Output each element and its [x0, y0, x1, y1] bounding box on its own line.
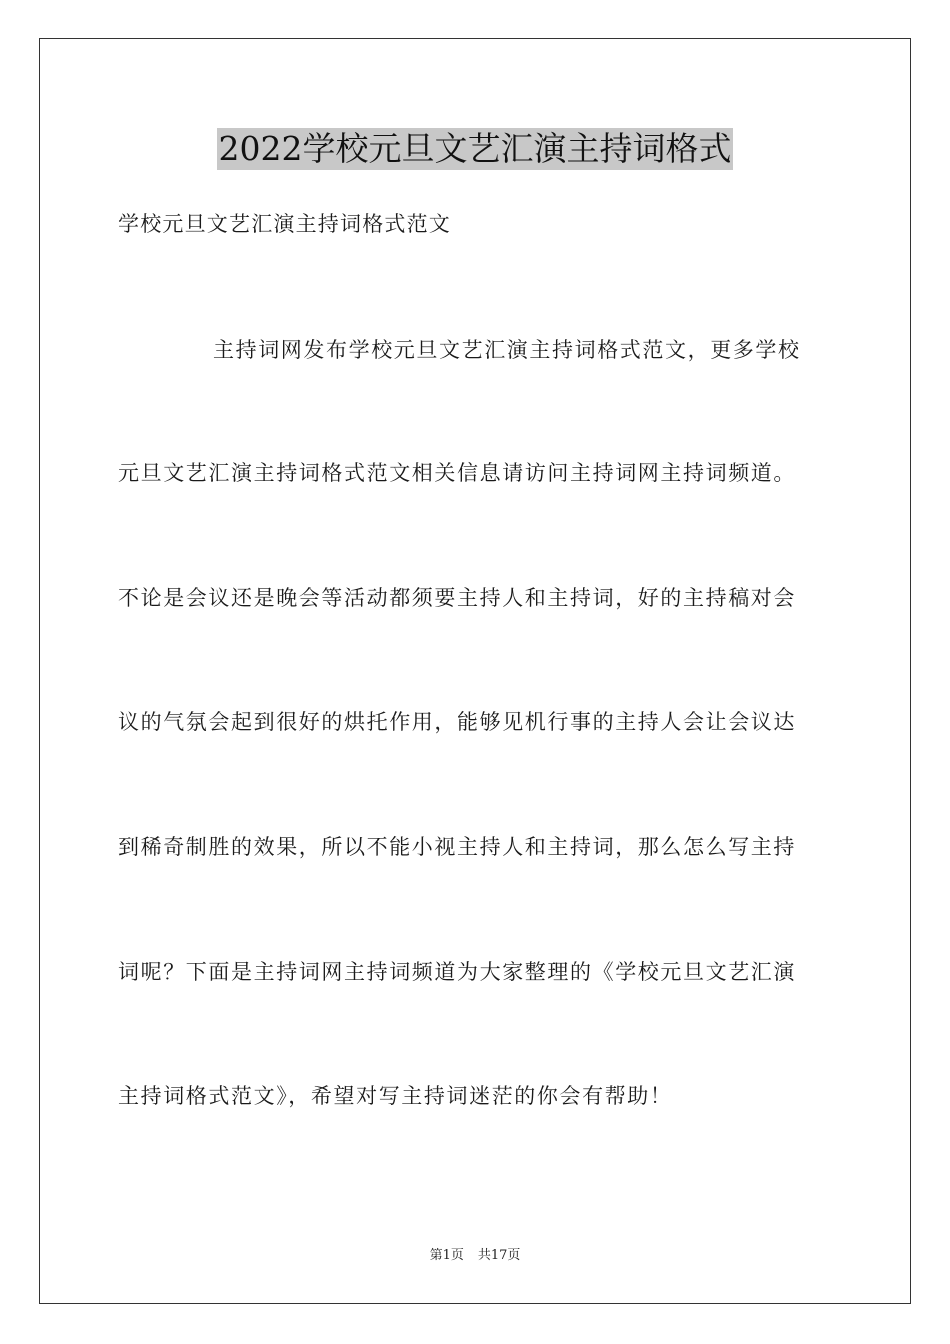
page-footer: [0, 1246, 950, 1266]
body-line-6: 词呢？下面是主持词网主持词频道为大家整理的《学校元旦文艺汇演: [118, 960, 796, 984]
body-line-5: 到稀奇制胜的效果，所以不能小视主持人和主持词，那么怎么写主持: [118, 835, 796, 859]
body-line-2: 元旦文艺汇演主持词格式范文相关信息请访问主持词网主持词频道。: [118, 461, 796, 485]
body-line-3: 不论是会议还是晚会等活动都须要主持人和主持词，好的主持稿对会: [118, 586, 796, 610]
document-subtitle: 学校元旦文艺汇演主持词格式范文: [118, 212, 451, 236]
document-title: 2022学校元旦文艺汇演主持词格式: [218, 129, 732, 168]
body-line-7: 主持词格式范文》，希望对写主持词迷茫的你会有帮助！: [118, 1084, 673, 1108]
page-number: 第1页: [429, 1248, 464, 1263]
page-total: 共17页: [477, 1248, 521, 1263]
title-container: [0, 128, 950, 170]
body-line-1: 主持词网发布学校元旦文艺汇演主持词格式范文，更多学校: [213, 338, 801, 362]
body-line-4: 议的气氛会起到很好的烘托作用，能够见机行事的主持人会让会议达: [118, 710, 796, 734]
